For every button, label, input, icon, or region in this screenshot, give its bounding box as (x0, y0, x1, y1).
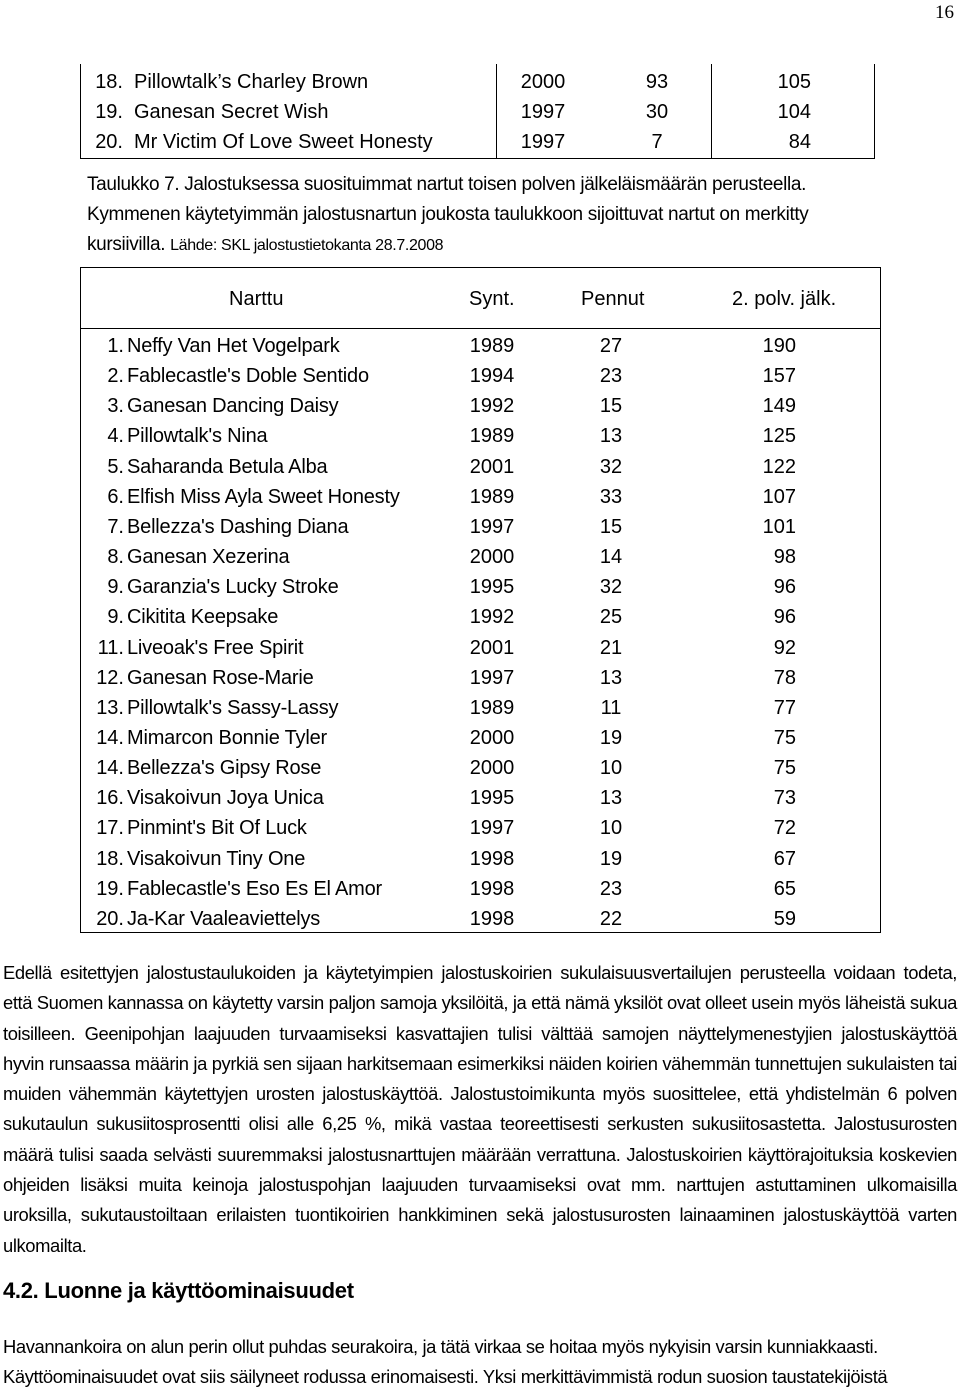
cell-litters: 30 (645, 101, 669, 124)
cell-name: Bellezza's Gipsy Rose (127, 757, 322, 780)
cell-year: 1995 (469, 787, 515, 810)
cell-desc: 107 (762, 485, 796, 508)
cell-rank: 7. (107, 515, 124, 538)
cell-year: 1998 (469, 907, 515, 930)
cell-name: Ganesan Xezerina (127, 546, 290, 569)
cell-name: Ja-Kar Vaaleaviettelys (127, 907, 321, 930)
cell-desc: 98 (773, 546, 796, 569)
cell-rank: 2. (107, 365, 124, 388)
cell-desc: 190 (762, 335, 796, 357)
cell-rank: 1. (107, 335, 124, 357)
table-row (81, 391, 880, 421)
cell-name: Fablecastle's Eso Es El Amor (127, 877, 382, 900)
cell-name: Pillowtalk's Sassy-Lassy (127, 696, 339, 719)
cell-litters: 15 (599, 515, 623, 538)
cell-litters: 21 (599, 636, 623, 659)
cell-rank: 3. (107, 395, 124, 418)
cell-rank: 20. (95, 131, 123, 154)
continued-table (80, 64, 875, 159)
cell-name: Elfish Miss Ayla Sweet Honesty (127, 485, 400, 508)
cell-desc: 84 (788, 131, 811, 154)
header-divider (81, 328, 880, 329)
cell-year: 1998 (469, 847, 515, 870)
caption-source: Lähde: SKL jalostustietokanta 28.7.2008 (170, 237, 444, 254)
table-row (81, 633, 880, 663)
table-row (81, 723, 880, 753)
cell-rank: 6. (107, 485, 124, 508)
cell-rank: 5. (107, 455, 124, 478)
cell-year: 1995 (469, 576, 515, 599)
cell-litters: 10 (599, 817, 623, 840)
cell-desc: 77 (773, 696, 796, 719)
cell-year: 2001 (469, 455, 515, 478)
cell-litters: 15 (599, 395, 623, 418)
cell-year: 1998 (469, 877, 515, 900)
cell-desc: 122 (762, 455, 796, 478)
table-row (81, 452, 880, 482)
header-name: Narttu (229, 288, 284, 310)
cell-litters: 27 (599, 335, 623, 357)
cell-litters: 13 (599, 425, 623, 448)
cell-litters: 93 (645, 71, 669, 93)
cell-litters: 19 (599, 726, 623, 749)
cell-rank: 16. (96, 787, 124, 810)
table-row (81, 753, 880, 783)
cell-year: 2001 (469, 636, 515, 659)
cell-year: 2000 (469, 726, 515, 749)
cell-year: 1989 (469, 425, 515, 448)
cell-desc: 65 (773, 877, 796, 900)
cell-name: Visakoivun Tiny One (127, 847, 306, 870)
table-row (81, 783, 880, 813)
table-row (81, 331, 880, 361)
cell-name: Pinmint's Bit Of Luck (127, 817, 307, 840)
table-row (81, 602, 880, 632)
cell-desc: 73 (773, 787, 796, 810)
cell-year: 1997 (469, 817, 515, 840)
cell-rank: 14. (96, 757, 124, 780)
cell-rank: 18. (95, 71, 123, 93)
cell-name: Neffy Van Het Vogelpark (127, 335, 340, 357)
cell-litters: 11 (600, 696, 622, 719)
cell-litters: 22 (599, 907, 623, 930)
cell-desc: 149 (762, 395, 796, 418)
table-row (81, 512, 880, 542)
cell-rank: 4. (107, 425, 124, 448)
cell-name: Liveoak's Free Spirit (127, 636, 304, 659)
cell-year: 1997 (469, 515, 515, 538)
cell-rank: 12. (96, 666, 124, 689)
cell-rank: 11. (97, 636, 124, 659)
cell-rank: 19. (95, 101, 123, 124)
cell-year: 2000 (520, 71, 566, 93)
section-paragraph: Havannankoira on alun perin ollut puhdas seurakoira, ja tätä virkaa se hoitaa myös nykyisin varsin kunniakkaasti. Käyttöominaisuudet ovat siis säilyneet rodussa erinomaisesti. Yksi merkittävimmistä rodun suosion taustatekijöistä (3, 1336, 888, 1387)
table-row (81, 482, 880, 512)
cell-desc: 125 (762, 425, 796, 448)
cell-rank: 20. (96, 907, 124, 930)
cell-litters: 23 (599, 365, 623, 388)
table-row (81, 97, 874, 127)
cell-name: Cikitita Keepsake (127, 606, 279, 629)
cell-year: 1997 (520, 101, 566, 124)
body-paragraph: Edellä esitettyjen jalostustaulukoiden ja käytetyimpien jalostuskoirien sukulaisuusvertailujen perusteella voidaan todeta, että Suomen kannassa on käytetty varsin paljon samoja yksilöitä, ja että nämä yksilöt ovat olleet usein myös läheistä sukua toisilleen. Geenipohjan laajuuden turvaamiseksi kasvattajien tulisi välttää samojen näyttelymenestyjien jalostuskäyttöä hyvin runsaassa määrin ja pyrkiä sen sijaan harkitsemaan esimerkiksi näiden koirien vähemmän tunnettujen sukulaisten tai muiden vähemmän käytettyjen urosten jalostuskäyttöä. Jalostustoimikunta myös suosittelee, että yhdistelmän 6 polven sukutaulun sukusiitosprosentti olisi alle 6,25 %, mikä vastaa teoreettisesti serkusten sukusiitosastetta. Jalostusurosten määrä tulisi saada selvästi suuremmaksi jalostusnarttujen määrään verrattuna. Jalostuskoirien käyttörajoituksia koskevien ohjeiden lisäksi muita keinoja jalostuspohjan laajuuden turvaamiseksi ovat mm. narttujen astuttaminen ulkomaisilla uroksilla, sukutaustoiltaan erilaisten tuontikoirien hankkiminen sekä jalostusurosten lainaaminen jalostuskäyttöä varten ulkomailta. (3, 962, 957, 1256)
header-descendants: 2. polv. jälk. (732, 288, 837, 310)
cell-rank: 9. (107, 576, 124, 599)
cell-desc: 59 (773, 907, 796, 930)
breeding-females-table (80, 267, 881, 933)
table-row (81, 844, 880, 874)
cell-year: 1992 (469, 395, 515, 418)
cell-litters: 13 (599, 787, 623, 810)
cell-desc: 104 (777, 101, 811, 124)
table-caption (87, 170, 877, 261)
cell-desc: 96 (773, 576, 796, 599)
table-row (81, 67, 874, 97)
cell-name: Mr Victim Of Love Sweet Honesty (134, 131, 433, 154)
cell-name: Mimarcon Bonnie Tyler (127, 726, 327, 749)
cell-desc: 92 (773, 636, 796, 659)
cell-rank: 9. (107, 606, 124, 629)
cell-name: Saharanda Betula Alba (127, 455, 328, 478)
caption-text: Taulukko 7. Jalostuksessa suosituimmat nartut toisen polven jälkeläismäärän perusteella. Kymmenen käytetyimmän jalostusnartun joukosta taulukkoon sijoittuvat nartut on merkitty kursiivilla. (87, 174, 809, 255)
cell-desc: 96 (773, 606, 796, 629)
table-row (81, 874, 880, 904)
cell-name: Garanzia's Lucky Stroke (127, 576, 339, 599)
cell-year: 2000 (469, 546, 515, 569)
cell-desc: 72 (773, 817, 796, 840)
cell-name: Ganesan Dancing Daisy (127, 395, 339, 418)
cell-litters: 32 (599, 455, 623, 478)
cell-year: 1997 (469, 666, 515, 689)
cell-year: 1989 (469, 335, 515, 357)
cell-year: 1994 (469, 365, 515, 388)
cell-rank: 13. (96, 696, 124, 719)
header-litters: Pennut (581, 288, 645, 310)
cell-litters: 13 (599, 666, 623, 689)
cell-rank: 17. (96, 817, 124, 840)
section-heading: 4.2. Luonne ja käyttöominaisuudet (3, 1278, 354, 1303)
cell-litters: 7 (651, 131, 663, 154)
cell-name: Pillowtalk’s Charley Brown (134, 71, 369, 93)
table-row (81, 904, 880, 934)
cell-desc: 105 (777, 71, 811, 93)
cell-desc: 157 (762, 365, 796, 388)
cell-litters: 10 (599, 757, 623, 780)
cell-name: Ganesan Secret Wish (134, 101, 329, 124)
cell-litters: 32 (599, 576, 623, 599)
cell-rank: 14. (96, 726, 124, 749)
table-row (81, 813, 880, 843)
cell-desc: 75 (773, 757, 796, 780)
table-row (81, 693, 880, 723)
cell-desc: 67 (773, 847, 796, 870)
cell-litters: 33 (599, 485, 623, 508)
cell-name: Fablecastle's Doble Sentido (127, 365, 369, 388)
cell-name: Pillowtalk's Nina (127, 425, 268, 448)
table-row (81, 127, 874, 157)
cell-year: 1989 (469, 485, 515, 508)
cell-year: 1992 (469, 606, 515, 629)
cell-year: 2000 (469, 757, 515, 780)
cell-name: Ganesan Rose-Marie (127, 666, 314, 689)
table-row (81, 663, 880, 693)
cell-litters: 14 (599, 546, 623, 569)
cell-desc: 101 (762, 515, 796, 538)
cell-desc: 75 (773, 726, 796, 749)
table-row (81, 542, 880, 572)
table-row (81, 361, 880, 391)
cell-year: 1989 (469, 696, 515, 719)
cell-litters: 23 (599, 877, 623, 900)
cell-rank: 18. (96, 847, 124, 870)
table-row (81, 421, 880, 451)
table-row (81, 572, 880, 602)
cell-year: 1997 (520, 131, 566, 154)
cell-name: Visakoivun Joya Unica (127, 787, 324, 810)
cell-rank: 19. (96, 877, 124, 900)
cell-name: Bellezza's Dashing Diana (127, 515, 349, 538)
cell-litters: 25 (599, 606, 623, 629)
cell-desc: 78 (773, 666, 796, 689)
cell-rank: 8. (107, 546, 124, 569)
page-number: 16 (935, 2, 954, 23)
header-year: Synt. (469, 288, 515, 310)
cell-litters: 19 (599, 847, 623, 870)
